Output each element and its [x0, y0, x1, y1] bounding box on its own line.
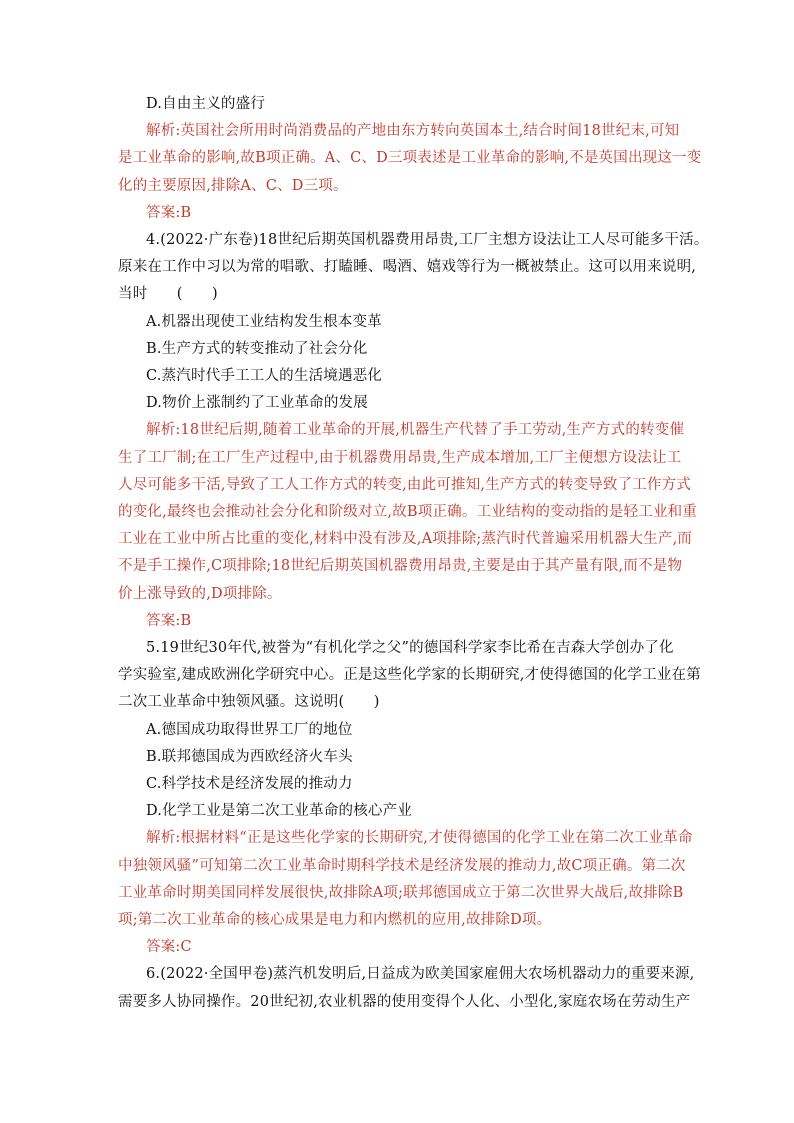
text-line: D.自由主义的盛行: [146, 96, 266, 112]
text-line: 答案:C: [146, 939, 192, 956]
text-line: 工业在工业中所占比重的变化,材料中没有涉及,A项排除;蒸汽时代普遍采用机器大生产,而: [118, 531, 693, 548]
text-line: 原来在工作中习以为常的唱歌、打瞌睡、喝酒、嬉戏等行为一概被禁止。这可以用来说明,: [118, 259, 697, 276]
text-line: D.物价上涨制约了工业革命的发展: [146, 395, 368, 412]
text-line: B.联邦德国成为西欧经济火车头: [146, 748, 353, 765]
text-line: 6.(2022·全国甲卷)蒸汽机发明后,日益成为欧美国家雇佣大农场机器动力的重要来源,: [146, 966, 695, 983]
text-line: 化的主要原因,排除A、C、D三项。: [118, 177, 348, 194]
text-line: 解析:18世纪后期,随着工业革命的开展,机器生产代替了手工劳动,生产方式的转变催: [146, 422, 685, 439]
text-line: D.化学工业是第二次工业革命的核心产业: [146, 803, 413, 820]
text-line: 4.(2022·广东卷)18世纪后期英国机器费用昂贵,工厂主想方设法让工人尽可能多干活。: [146, 232, 709, 248]
text-line: 是工业革命的影响,故B项正确。A、C、D三项表述是工业革命的影响,不是英国出现这一变: [118, 150, 702, 167]
text-line: 工业革命时期美国同样发展很快,故排除A项;联邦德国成立于第二次世界大战后,故排除B: [118, 884, 684, 901]
text-line: 生了工厂制;在工厂生产过程中,由于机器费用昂贵,生产成本增加,工厂主便想方设法让工: [118, 449, 682, 466]
text-line: 中独领风骚”可知第二次工业革命时期科学技术是经济发展的推动力,故C项正确。第二次: [118, 857, 686, 874]
text-line: 当时 ( ): [118, 286, 218, 303]
text-line: 项;第二次工业革命的核心成果是电力和内燃机的应用,故排除D项。: [118, 912, 552, 928]
text-line: A.机器出现使工业结构发生根本变革: [146, 313, 382, 330]
text-line: 答案:B: [146, 612, 192, 629]
text-line: 解析:根据材料“正是这些化学家的长期研究,才使得德国的化学工业在第二次工业革命: [146, 830, 693, 847]
text-line: C.科学技术是经济发展的推动力: [146, 776, 353, 792]
text-line: 5.19世纪30年代,被誉为“有机化学之父”的德国科学家李比希在吉森大学创办了化: [146, 640, 674, 656]
text-line: 解析:英国社会所用时尚消费品的产地由东方转向英国本土,结合时间18世纪末,可知: [146, 123, 680, 140]
text-line: A.德国成功取得世界工厂的地位: [146, 721, 353, 738]
text-line: B.生产方式的转变推动了社会分化: [146, 340, 368, 357]
text-line: 二次工业革命中独领风骚。这说明( ): [118, 694, 380, 711]
text-line: C.蒸汽时代手工工人的生活境遇恶化: [146, 368, 383, 384]
text-line: 答案:B: [146, 204, 192, 221]
text-line: 学实验室,建成欧洲化学研究中心。正是这些化学家的长期研究,才使得德国的化学工业在第: [118, 667, 701, 684]
text-line: 人尽可能多干活,导致了工人工作方式的转变,由此可推知,生产方式的转变导致了工作方式: [118, 476, 692, 493]
text-line: 价上涨导致的,D项排除。: [118, 585, 282, 602]
text-line: 需要多人协同操作。20世纪初,农业机器的使用变得个人化、小型化,家庭农场在劳动生产: [118, 993, 691, 1010]
text-line: 的变化,最终也会推动社会分化和阶级对立,故B项正确。工业结构的变动指的是轻工业和重: [118, 504, 698, 520]
text-line: 不是手工操作,C项排除;18世纪后期英国机器费用昂贵,主要是由于其产量有限,而不是物: [118, 558, 683, 575]
